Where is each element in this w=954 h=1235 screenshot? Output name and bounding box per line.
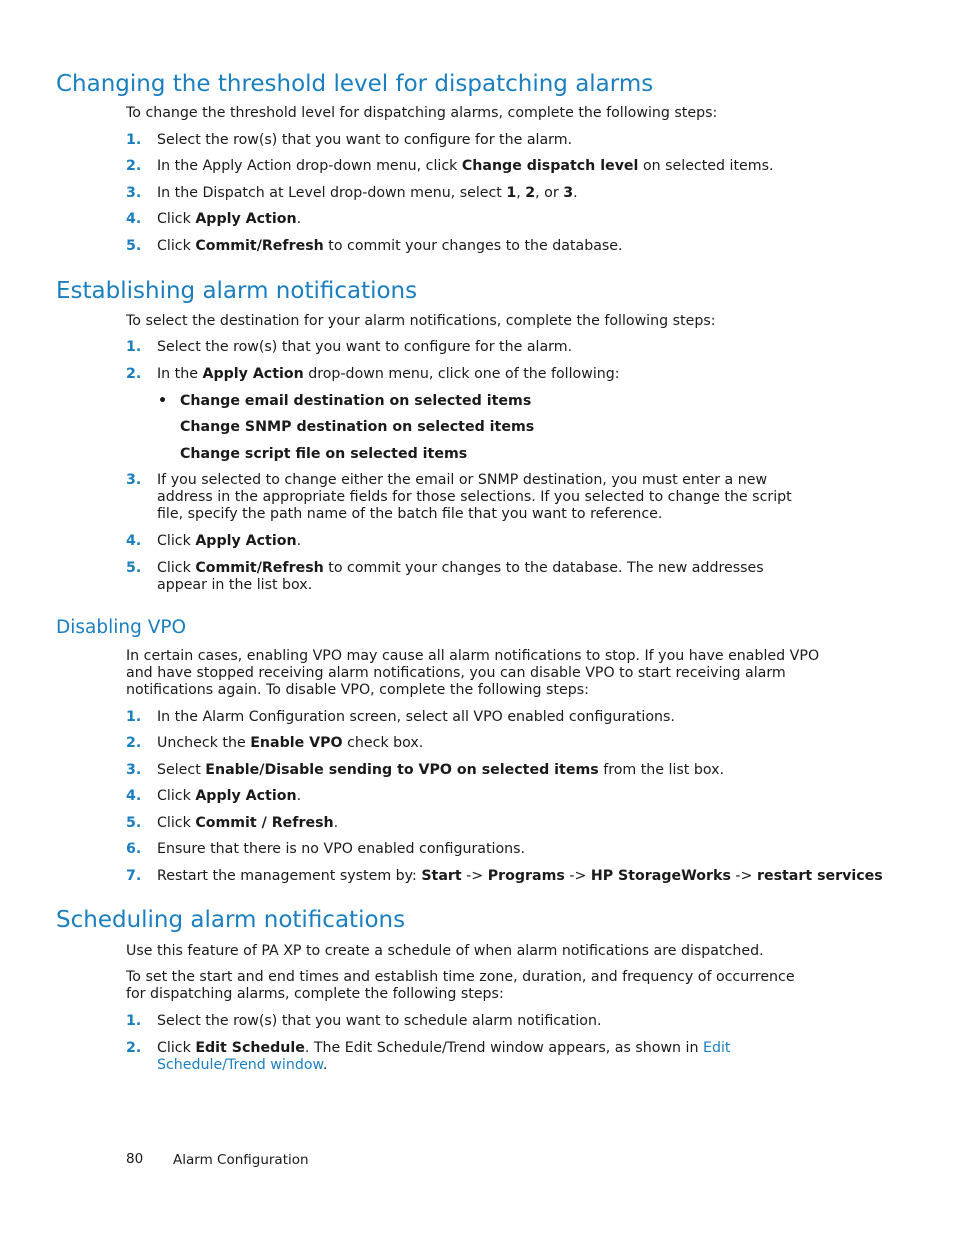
edit-schedule-trend-window-link[interactable]: Edit Schedule/Trend window bbox=[157, 1040, 731, 1073]
step-number: 6. bbox=[126, 841, 142, 857]
step-text: Click Apply Action. bbox=[157, 211, 302, 227]
step-text: Select Enable/Disable sending to VPO on selected items from the list box. bbox=[157, 762, 725, 778]
step-text: In the Apply Action drop-down menu, click one of the following: bbox=[157, 366, 620, 382]
section-heading-threshold: Changing the threshold level for dispatching alarms bbox=[56, 71, 654, 97]
step-item bbox=[126, 158, 816, 175]
step-text: Select the row(s) that you want to schedule alarm notification. bbox=[157, 1013, 602, 1029]
step-number: 4. bbox=[126, 211, 142, 227]
bullet-text: Change SNMP destination on selected items bbox=[180, 419, 535, 435]
footer-chapter-title: Alarm Configuration bbox=[173, 1152, 309, 1168]
step-number: 2. bbox=[126, 1040, 142, 1056]
step-text: In the Alarm Configuration screen, select all VPO enabled configurations. bbox=[157, 709, 675, 725]
step-item bbox=[126, 709, 816, 726]
step-item bbox=[126, 1040, 816, 1074]
step-item bbox=[126, 238, 816, 255]
step-text: Click Edit Schedule. The Edit Schedule/Trend window appears, as shown in Edit Schedule/Trend window. bbox=[157, 1040, 731, 1073]
bullet-text: Change script file on selected items bbox=[180, 446, 468, 462]
step-text: If you selected to change either the email or SNMP destination, you must enter a new address in the appropriate fields for those selections. If you selected to change the script file, specify the path name of the batch file that you want to reference. bbox=[157, 472, 792, 522]
step-item bbox=[126, 339, 816, 356]
step-item bbox=[126, 185, 816, 202]
step-text: Click Commit / Refresh. bbox=[157, 815, 339, 831]
section-intro2-scheduling: To set the start and end times and establish time zone, duration, and frequency of occurrence for dispatching alarms, complete the following steps: bbox=[126, 969, 795, 1002]
bullet-icon: • bbox=[158, 393, 168, 409]
step-text: Click Apply Action. bbox=[157, 788, 302, 804]
step-item bbox=[126, 132, 816, 149]
step-number: 1. bbox=[126, 339, 142, 355]
step-number: 1. bbox=[126, 132, 142, 148]
step-number: 3. bbox=[126, 185, 142, 201]
step-number: 2. bbox=[126, 158, 142, 174]
step-text: Select the row(s) that you want to configure for the alarm. bbox=[157, 339, 573, 355]
step-text: Uncheck the Enable VPO check box. bbox=[157, 735, 424, 751]
step-item bbox=[126, 735, 816, 752]
step-number: 5. bbox=[126, 560, 142, 576]
step-number: 1. bbox=[126, 709, 142, 725]
step-number: 5. bbox=[126, 238, 142, 254]
step-item bbox=[126, 841, 816, 858]
step-item bbox=[126, 1013, 816, 1030]
bullet-text: Change email destination on selected items bbox=[180, 393, 532, 409]
step-text: In the Dispatch at Level drop-down menu, select 1, 2, or 3. bbox=[157, 185, 578, 201]
step-text: Select the row(s) that you want to configure for the alarm. bbox=[157, 132, 573, 148]
step-text: Click Commit/Refresh to commit your changes to the database. bbox=[157, 238, 623, 254]
step-number: 4. bbox=[126, 533, 142, 549]
step-text: Restart the management system by: Start -> Programs -> HP StorageWorks -> restart services bbox=[157, 868, 883, 884]
section-intro-scheduling: Use this feature of PA XP to create a schedule of when alarm notifications are dispatched. bbox=[126, 943, 764, 959]
step-item bbox=[126, 472, 816, 523]
section-intro-threshold: To change the threshold level for dispatching alarms, complete the following steps: bbox=[126, 105, 718, 121]
step-item bbox=[126, 366, 816, 383]
page-number: 80 bbox=[126, 1151, 144, 1167]
step-number: 2. bbox=[126, 366, 142, 382]
step-item bbox=[126, 211, 816, 228]
step-number: 2. bbox=[126, 735, 142, 751]
section-intro-establishing: To select the destination for your alarm notifications, complete the following steps: bbox=[126, 313, 716, 329]
section-heading-scheduling: Scheduling alarm notifications bbox=[56, 907, 406, 933]
section-heading-vpo: Disabling VPO bbox=[56, 617, 187, 638]
step-text: Click Apply Action. bbox=[157, 533, 302, 549]
step-item bbox=[126, 815, 816, 832]
step-text: Ensure that there is no VPO enabled configurations. bbox=[157, 841, 526, 857]
step-number: 4. bbox=[126, 788, 142, 804]
section-heading-establishing: Establishing alarm notifications bbox=[56, 278, 418, 304]
step-text: In the Apply Action drop-down menu, click Change dispatch level on selected items. bbox=[157, 158, 774, 174]
section-intro-vpo: In certain cases, enabling VPO may cause all alarm notifications to stop. If you have enabled VPO and have stopped receiving alarm notifications, you can disable VPO to start receiving alarm notifications again. To disable VPO, complete the following steps: bbox=[126, 648, 820, 698]
step-text: Click Commit/Refresh to commit your changes to the database. The new addresses appear in the list box. bbox=[157, 560, 764, 593]
step-number: 5. bbox=[126, 815, 142, 831]
step-number: 7. bbox=[126, 868, 142, 884]
step-item bbox=[126, 868, 883, 885]
step-item bbox=[126, 533, 816, 550]
step-number: 3. bbox=[126, 472, 142, 488]
step-item bbox=[126, 788, 816, 805]
step-item bbox=[126, 560, 816, 594]
step-number: 3. bbox=[126, 762, 142, 778]
step-item bbox=[126, 762, 816, 779]
step-number: 1. bbox=[126, 1013, 142, 1029]
